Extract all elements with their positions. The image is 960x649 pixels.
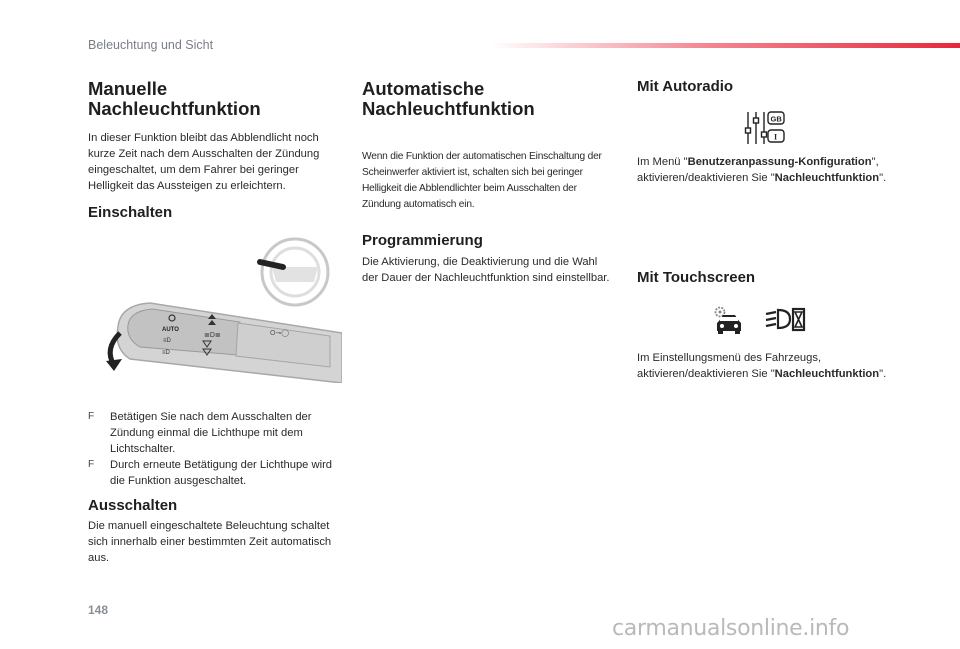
list-item <box>88 457 340 489</box>
auto-label: AUTO <box>162 327 179 333</box>
svg-text:O⊸◯: O⊸◯ <box>270 330 290 337</box>
autoradio-settings-icon <box>744 110 786 146</box>
touchscreen-text-post: ". <box>879 368 887 380</box>
ausschalten-title: Ausschalten <box>88 497 178 514</box>
header-accent-bar <box>490 43 960 48</box>
svg-text:≡D: ≡D <box>162 350 170 356</box>
section-title: Beleuchtung und Sicht <box>88 38 214 52</box>
autoradio-function-name: Nachleuchtfunktion <box>774 172 880 184</box>
watermark: carmanualsonline.info <box>612 616 850 641</box>
automatic-section <box>362 79 622 119</box>
list-item <box>88 409 340 457</box>
car-settings-icon <box>713 305 745 335</box>
bullet-arrow-icon: F <box>88 411 95 422</box>
svg-text:≡D: ≡D <box>163 338 171 344</box>
gb-label: GB <box>770 114 782 124</box>
automatic-title <box>362 79 622 119</box>
manual-title-line1: Manuelle <box>88 78 168 99</box>
autoradio-text-mid: ", aktivieren/deaktivieren Sie " <box>637 156 879 184</box>
bullet-arrow-icon: F <box>88 459 95 470</box>
autoradio-title: Mit Autoradio <box>637 78 734 95</box>
touchscreen-title: Mit Touchscreen <box>637 269 756 286</box>
programmierung-title: Programmierung <box>362 232 483 249</box>
autoradio-text <box>637 154 887 186</box>
automatic-title-line1: Automatische <box>362 78 485 99</box>
light-stalk-figure <box>100 237 342 383</box>
ausschalten-text: Die manuell eingeschaltete Beleuchtung schaltet sich innerhalb einer bestimmten Zeit automatisch aus. <box>88 520 332 564</box>
autoradio-text-post: ". <box>879 172 887 184</box>
page-number: 148 <box>88 603 109 617</box>
svg-text:≣D≣: ≣D≣ <box>204 332 221 339</box>
einschalten-title: Einschalten <box>88 204 173 221</box>
light-stalk-illustration <box>100 237 342 383</box>
manual-title-line2: Nachleuchtfunktion <box>88 98 261 119</box>
manual-section <box>88 79 348 119</box>
manual-intro: In dieser Funktion bleibt das Abblendlicht noch kurze Zeit nach dem Ausschalten der Zündung eingeschaltet, um dem Fahrer bei geringer Helligkeit das Aussteigen zu erleichtern. <box>88 132 320 192</box>
automatic-title-line2: Nachleuchtfunktion <box>362 98 535 119</box>
bullet-text: Durch erneute Betätigung der Lichthupe wird die Funktion ausgeschaltet. <box>110 459 333 487</box>
touchscreen-function-name: Nachleuchtfunktion <box>774 368 880 380</box>
autoradio-menu-name: Benutzeranpassung-Konfiguration <box>687 156 872 168</box>
autoradio-text-pre: Im Menü " <box>637 156 688 168</box>
bullet-list <box>88 409 340 489</box>
programmierung-text: Die Aktivierung, die Deaktivierung und die Wahl der Dauer der Nachleuchtfunktion sind einstellbar. <box>362 256 610 284</box>
headlamp-timer-icon <box>764 306 806 334</box>
touchscreen-text <box>637 350 887 382</box>
touchscreen-text-pre: Im Einstellungsmenü des Fahrzeugs, aktivieren/deaktivieren Sie " <box>637 352 822 380</box>
info-label: I <box>774 132 778 142</box>
manual-title <box>88 79 348 119</box>
bullet-text: Betätigen Sie nach dem Ausschalten der Zündung einmal die Lichthupe mit dem Lichtschalter. <box>110 411 312 455</box>
automatic-intro: Wenn die Funktion der automatischen Einschaltung der Scheinwerfer aktiviert ist, schalten sich bei geringer Helligkeit die Abblendlichter beim Ausschalten der Zündung automatisch ein. <box>362 151 602 210</box>
